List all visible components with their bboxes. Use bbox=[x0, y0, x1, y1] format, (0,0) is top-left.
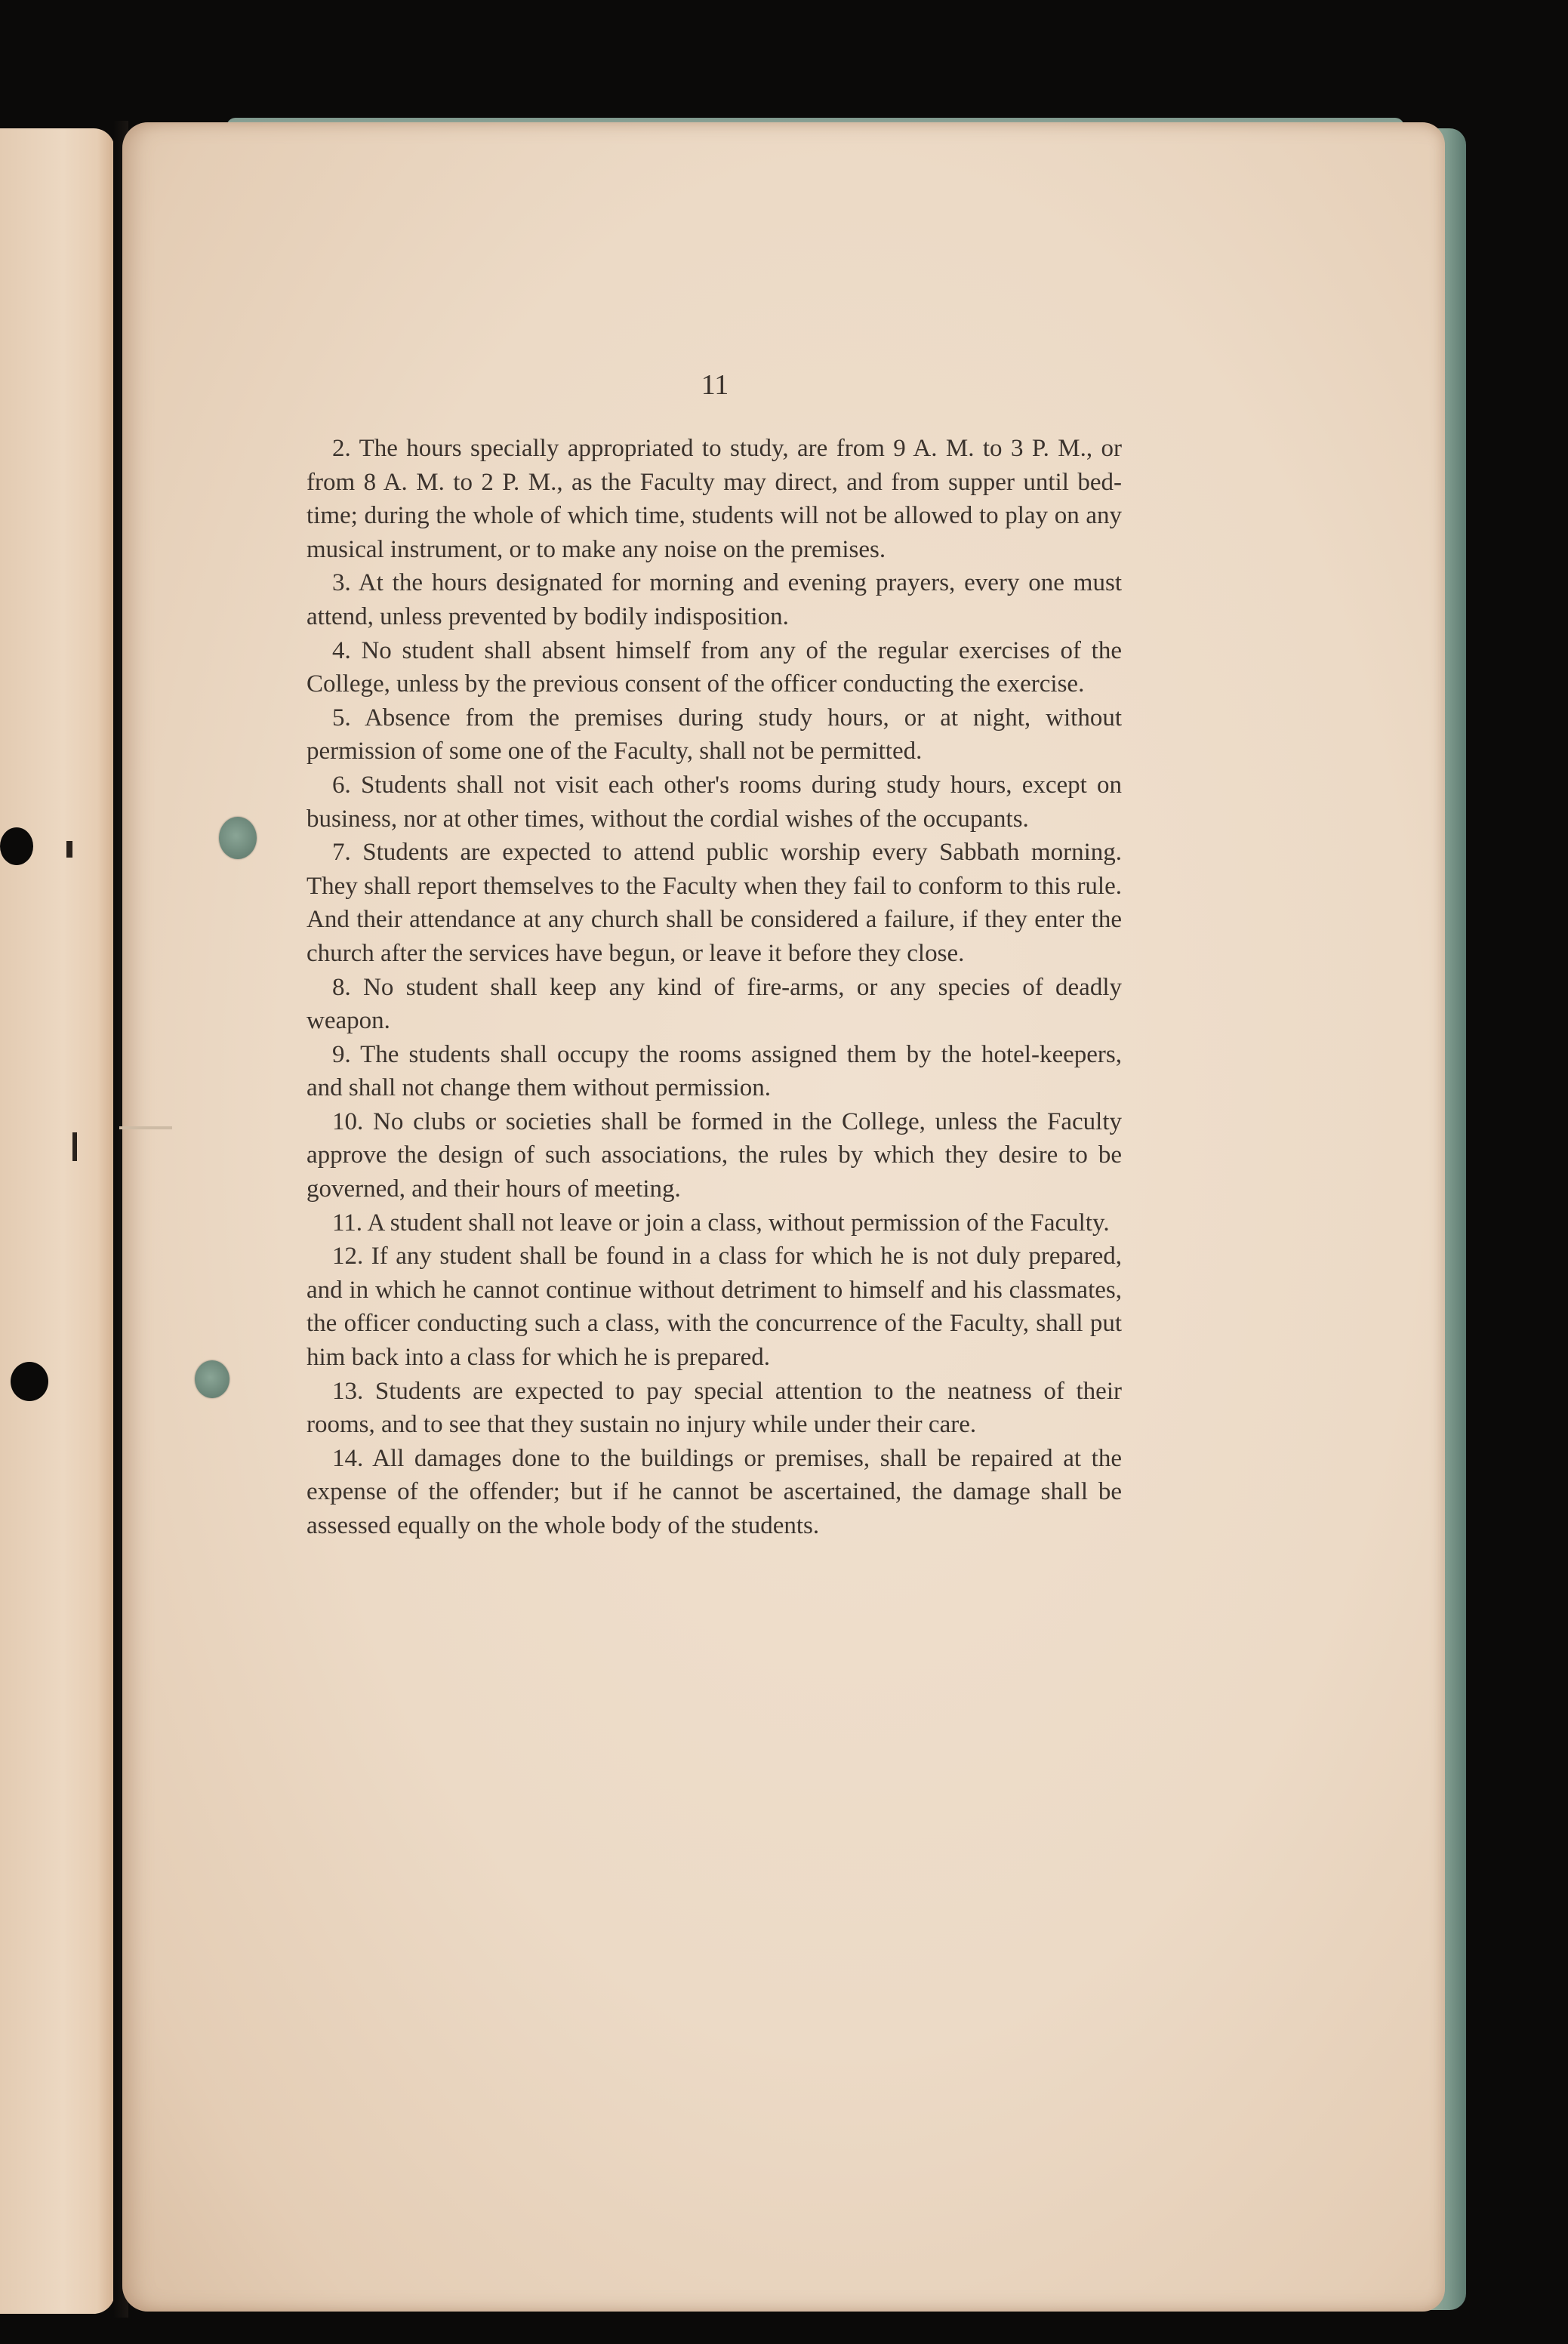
rule-paragraph-5: 5. Absence from the premises during study hours, or at night, without permission of some one of the Faculty, shall not be permitted. bbox=[307, 704, 1122, 765]
thread-mark bbox=[72, 1132, 77, 1161]
rule-paragraph-8: 8. No student shall keep any kind of fire-arms, or any species of deadly weapon. bbox=[307, 973, 1122, 1035]
page-number: 11 bbox=[701, 369, 729, 401]
binding-hole-left-lower bbox=[11, 1362, 48, 1401]
thread-mark bbox=[119, 1126, 172, 1129]
binding-hole-left-upper bbox=[0, 827, 33, 865]
previous-page-edge bbox=[0, 128, 115, 2314]
rule-paragraph-2: 2. The hours specially appropriated to study, are from 9 A. M. to 3 P. M., or from 8 A. M. to 2 P. M., as the Faculty may direct, and from supper until bed-time; during the whole of which time, students will not be allowed to play on any musical instrument, or to make any noise on the premises. bbox=[307, 435, 1122, 563]
rule-paragraph-4: 4. No student shall absent himself from any of the regular exercises of the College, unless by the previous consent of the officer conducting the exercise. bbox=[307, 636, 1122, 698]
rule-paragraph-14: 14. All damages done to the buildings or premises, shall be repaired at the expense of the offender; but if he cannot be ascertained, the damage shall be assessed equally on the whole body of the students. bbox=[307, 1444, 1122, 1539]
rule-paragraph-12: 12. If any student shall be found in a class for which he is not duly prepared, and in which he cannot continue without detriment to himself and his classmates, the officer conducting such a class, with the concurrence of the Faculty, shall put him back into a class for which he is prepared. bbox=[307, 1243, 1122, 1372]
binding-hole-upper bbox=[219, 817, 257, 859]
thread-mark bbox=[66, 841, 72, 858]
rule-paragraph-10: 10. No clubs or societies shall be formed in the College, unless the Faculty approve the design of such associations, the rules by which they desire to be governed, and their hours of meeting. bbox=[307, 1107, 1122, 1203]
rule-paragraph-13: 13. Students are expected to pay special attention to the neatness of their rooms, and to see that they sustain no injury while under their care. bbox=[307, 1377, 1122, 1439]
rule-paragraph-6: 6. Students shall not visit each other's rooms during study hours, except on business, nor at other times, without the cordial wishes of the occupants. bbox=[307, 771, 1122, 833]
binding-hole-lower bbox=[195, 1360, 230, 1398]
rule-paragraph-7: 7. Students are expected to attend public worship every Sabbath morning. They shall report themselves to the Faculty when they fail to conform to this rule. And their attendance at any church shall be considered a failure, if they enter the church after the services have begun, or leave it before they close. bbox=[307, 839, 1122, 967]
rule-paragraph-3: 3. At the hours designated for morning and evening prayers, every one must attend, unless prevented by bodily indisposition. bbox=[307, 569, 1122, 630]
rule-paragraph-9: 9. The students shall occupy the rooms assigned them by the hotel-keepers, and shall not change them without permission. bbox=[307, 1040, 1122, 1102]
rules-text bbox=[307, 432, 1122, 1543]
rule-paragraph-11: 11. A student shall not leave or join a class, without permission of the Faculty. bbox=[332, 1209, 1110, 1237]
